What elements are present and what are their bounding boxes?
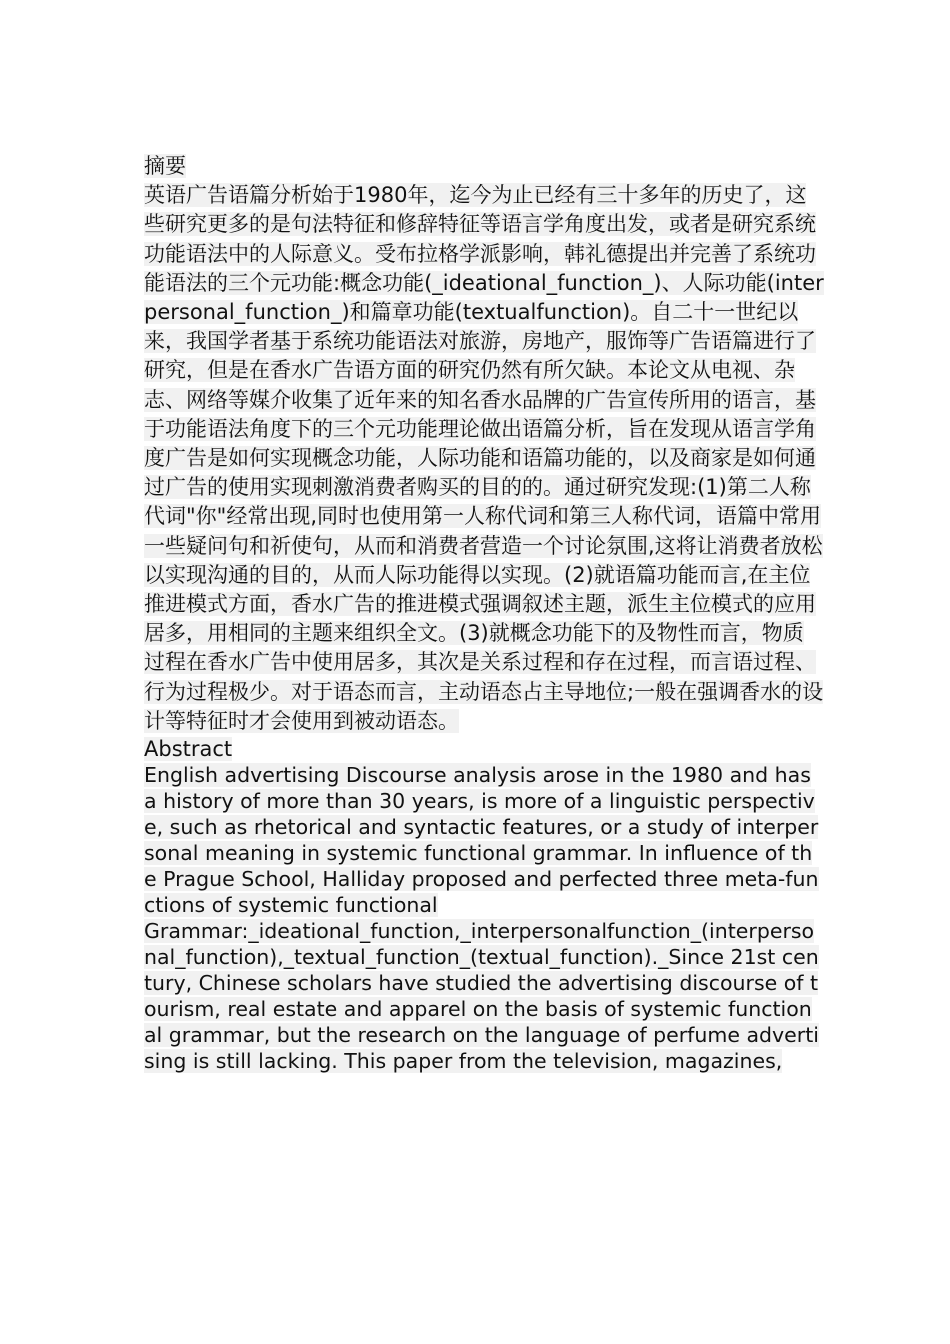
english-abstract-heading: Abstract — [144, 737, 233, 762]
english-abstract-body-part1: English advertising Discourse analysis arose in the 1980 and has a history of more than 30 years, is more of a linguistic perspective, such as rhetorical and syntactic features, or a study of interpersonal meaning in systemic functional grammar. In influence of the Prague School, Halliday proposed and perfected three meta-functions of systemic functional — [144, 763, 819, 918]
english-abstract-body-part2: Grammar:_ideational_function,_interpersonalfunction_(interpersonal_function),_textual_function_(textual_function)._Since 21st century, Chinese scholars have studied the advertising discourse of tourism, real estate and apparel on the basis of systemic functional grammar, but the research on the language of perfume advertising is still lacking. This paper from the television, magazines, — [144, 919, 819, 1074]
document-page — [144, 152, 824, 1074]
chinese-abstract-heading: 摘要 — [144, 154, 186, 178]
chinese-abstract-body: 英语广告语篇分析始于1980年，迄今为止已经有三十多年的历史了，这些研究更多的是句法特征和修辞特征等语言学角度出发，或者是研究系统功能语法中的人际意义。受布拉格学派影响，韩礼德提出并完善了系统功能语法的三个元功能:概念功能(_ideational_function_)、人际功能(interpersonal_function_)和篇章功能(textualfunction)。自二十一世纪以来，我国学者基于系统功能语法对旅游，房地产，服饰等广告语篇进行了研究，但是在香水广告语方面的研究仍然有所欠缺。本论文从电视、杂志、网络等媒介收集了近年来的知名香水品牌的广告宣传所用的语言，基于功能语法角度下的三个元功能理论做出语篇分析，旨在发现从语言学角度广告是如何实现概念功能，人际功能和语篇功能的，以及商家是如何通过广告的使用实现刺激消费者购买的目的的。通过研究发现:(1)第二人称代词"你"经常出现,同时也使用第一人称代词和第三人称代词，语篇中常用一些疑问句和祈使句，从而和消费者营造一个讨论氛围,这将让消费者放松以实现沟通的目的，从而人际功能得以实现。(2)就语篇功能而言,在主位推进模式方面，香水广告的推进模式强调叙述主题，派生主位模式的应用居多，用相同的主题来组织全文。(3)就概念功能下的及物性而言，物质过程在香水广告中使用居多，其次是关系过程和存在过程，而言语过程、行为过程极少。对于语态而言，主动语态占主导地位;一般在强调香水的设计等特征时才会使用到被动语态。 — [144, 183, 824, 733]
